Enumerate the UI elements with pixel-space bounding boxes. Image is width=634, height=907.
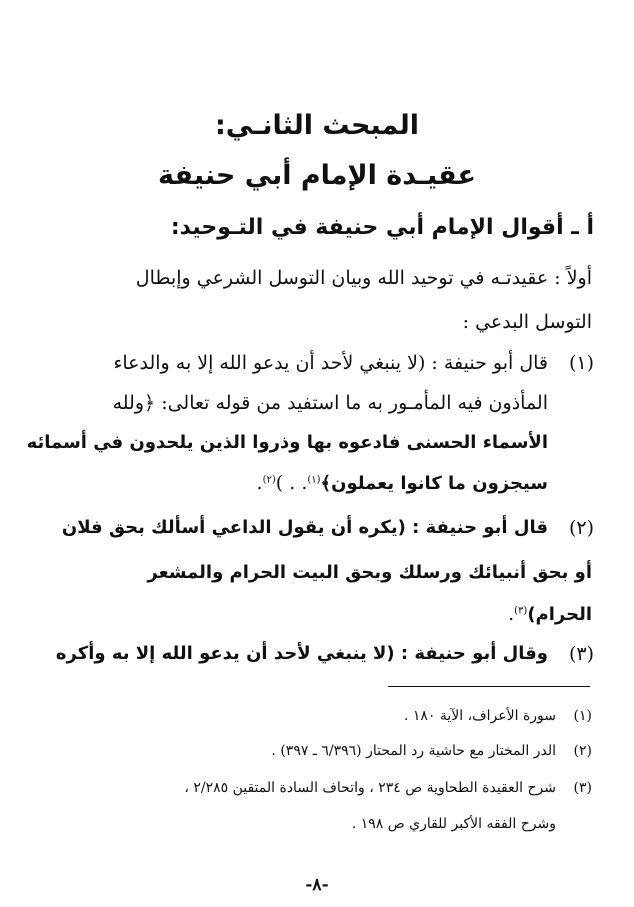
item-line: قال أبو حنيفة : (يكره أن يقول الداعي أسألك بحق فلان [61,517,548,538]
item-line: المأذون فيه المأمـور به ما استفيد من قوله تعالى: ﴿ولله [112,392,548,414]
footnote-divider [388,686,590,687]
item-line [508,603,592,625]
item-line: أو بحق أنبيائك ورسلك وبحق البيت الحرام والمشعر [147,562,592,583]
footnote-number: (٢) [573,743,592,759]
intro-line-2: التوسل البدعي : [462,311,592,333]
footnote-text: شرح العقيدة الطحاوية ص ٢٣٤ ، واتحاف السادة المتقين ٢/٢٨٥ ، [184,780,556,796]
item-line: وقال أبو حنيفة : (لا ينبغي لأحد أن يدعو الله إلا به وأكره [55,643,548,664]
quran-verse-line: الأسماء الحسنى فادعوه بها وذروا الذين يلحدون في أسمائه [26,432,548,453]
footnote-ref[interactable]: (١) [307,474,321,486]
item-number: (٢) [568,517,594,539]
footnote-ref[interactable]: (٢) [262,474,276,486]
item-number: (٣) [568,643,594,665]
item-line: قال أبو حنيفة : (لا ينبغي لأحد أن يدعو الله إلا به والدعاء [113,352,548,374]
quran-verse-text: سيجزون ما كانوا يعملون﴾ [320,473,548,494]
footnote-ref[interactable]: (٣) [514,605,528,617]
item-text: الحرام) [527,604,592,625]
quran-verse-line [257,472,548,494]
subsection-heading: أ ـ أقوال الإمام أبي حنيفة في التـوحيد: [170,215,594,240]
period-text: . [256,472,263,494]
footnote-number: (١) [573,708,592,724]
footnote-text: الدر المختار مع حاشية رد المحتار (٦/٣٩٦ ـ ٣٩٧) . [271,743,556,759]
footnote-text: سورة الأعراف، الآية ١٨٠ . [403,708,556,724]
section-heading: المبحث الثانـي: [215,110,419,141]
item-number: (١) [568,352,594,374]
footnote-number: (٣) [573,780,592,796]
ellipsis-text: . . ) [275,472,308,494]
page-title: عقيـدة الإمام أبي حنيفة [158,160,476,191]
intro-line-1: أولاً : عقيدتـه في توحيد الله وبيان التوسل الشرعي وإبطال [135,267,592,289]
footnote-text: وشرح الفقه الأكبر للقاري ص ١٩٨ . [351,816,556,832]
page-number: -٨- [305,875,329,895]
period-text: . [508,603,515,625]
